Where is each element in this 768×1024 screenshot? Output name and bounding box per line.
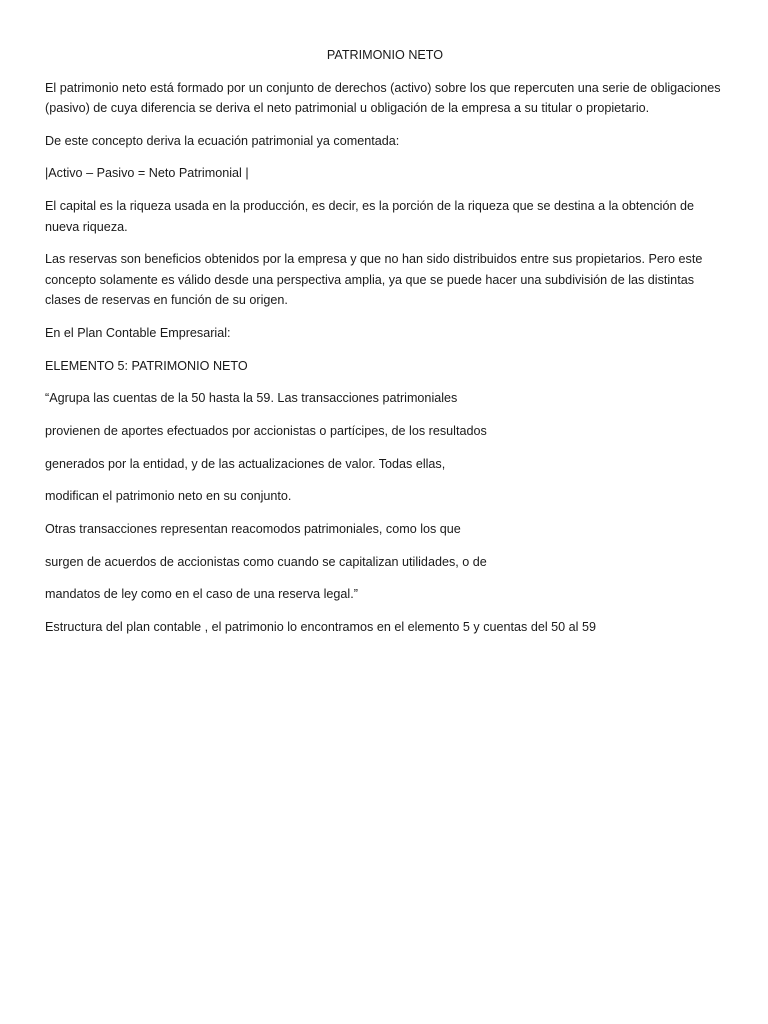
document-title: PATRIMONIO NETO [326,48,444,62]
quote-line-7: mandatos de ley como en el caso de una reserva legal.” [45,587,358,602]
quote-line-5: Otras transacciones representan reacomodos patrimoniales, como los que [45,522,461,537]
quote-line-4: modifican el patrimonio neto en su conjunto. [45,489,292,504]
paragraph-definicion: El patrimonio neto está formado por un conjunto de derechos (activo) sobre los que repercuten una serie de obligaciones (pasivo) de cuya diferencia se deriva el neto patrimonial u obligación de la empresa a su titular o propietario. [45,80,721,115]
paragraph-capital: El capital es la riqueza usada en la producción, es decir, es la porción de la riqueza que se destina a la obtención de nueva riqueza. [45,199,694,234]
document-body [45,45,725,650]
paragraph-elemento-5: ELEMENTO 5: PATRIMONIO NETO [45,358,248,373]
quote-line-3: generados por la entidad, y de las actualizaciones de valor. Todas ellas, [45,456,446,471]
quote-line-1: “Agrupa las cuentas de la 50 hasta la 59. Las transacciones patrimoniales [45,391,458,406]
paragraph-reservas: Las reservas son beneficios obtenidos por la empresa y que no han sido distribuidos entre sus propietarios. Pero este concepto solamente es válido desde una perspectiva amplia, ya que se puede hacer una subdivisión de las distintas clases de reservas en función de su origen. [45,252,703,308]
quote-line-6: surgen de acuerdos de accionistas como cuando se capitalizan utilidades, o de [45,554,487,569]
quote-line-2: provienen de aportes efectuados por accionistas o partícipes, de los resultados [45,424,487,438]
paragraph-estructura: Estructura del plan contable , el patrimonio lo encontramos en el elemento 5 y cuentas del 50 al 59 [45,620,596,635]
paragraph-ecuacion-intro: De este concepto deriva la ecuación patrimonial ya comentada: [45,133,400,148]
paragraph-ecuacion: |Activo – Pasivo = Neto Patrimonial | [45,166,249,181]
paragraph-plan-contable: En el Plan Contable Empresarial: [45,325,231,340]
